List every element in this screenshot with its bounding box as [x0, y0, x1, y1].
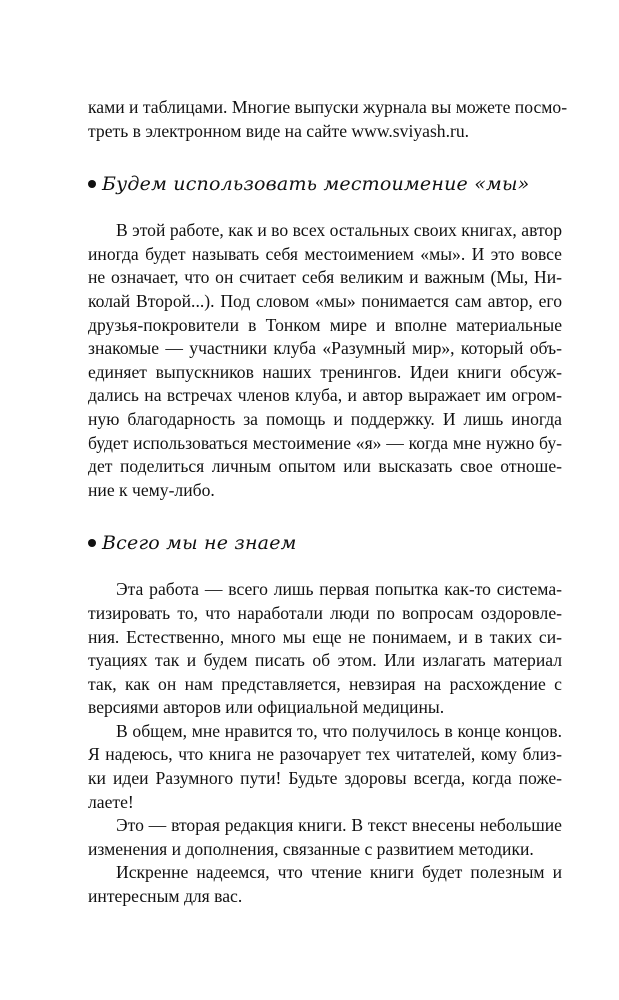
text-line: ние к чему-либо. [88, 479, 215, 500]
text-line: туациях так и будем писать об этом. Или излагать материал [88, 650, 562, 671]
text-line: версиями авторов или официальной медицины. [88, 697, 445, 718]
text-line: так, как он нам представляется, невзирая на расхождение с [88, 673, 562, 694]
text-line: ния. Естественно, много мы еще не понимаем, и в таких си- [88, 626, 562, 647]
text-line: лаете! [88, 791, 134, 812]
text-line: дет поделиться личным опытом или высказать свое отноше- [88, 456, 562, 477]
paragraph [88, 814, 562, 861]
bullet-icon [88, 180, 96, 188]
text-line: треть в электронном виде на сайте www.sviyash.ru. [88, 120, 470, 141]
text-line: друзья-покровители в Тонком мире и вполне материальные [88, 314, 562, 335]
text-line: будет использоваться местоимение «я» — когда мне нужно бу- [88, 432, 562, 453]
text-line: единяет выпускников наших тренингов. Идеи книги обсуж- [88, 361, 562, 382]
section-heading-text: Будем использовать местоимение «мы» [102, 173, 530, 196]
text-line: Эта работа — всего лишь первая попытка как-то система- [116, 579, 562, 600]
book-page [88, 96, 568, 909]
text-line: ками и таблицами. Многие выпуски журнала вы можете посмо- [88, 97, 568, 117]
section-heading-we [88, 167, 562, 201]
text-line: знакомые — участники клуба «Разумный мир», который объ- [88, 338, 562, 359]
text-line: колай Второй...). Под словом «мы» понимается сам автор, его [88, 290, 562, 311]
text-line: В этой работе, как и во всех остальных своих книгах, автор [116, 220, 562, 241]
paragraph [88, 219, 562, 502]
text-line: В общем, мне нравится то, что получилось в конце концов. [116, 720, 562, 741]
text-line: не означает, что он считает себя великим и важным (Мы, Ни- [88, 267, 562, 288]
paragraph [88, 720, 562, 814]
text-line: тизировать то, что наработали люди по вопросам оздоровле- [88, 602, 562, 623]
text-line: дались на встречах членов клуба, и автор выражает им огром- [88, 385, 562, 406]
text-line: Искренне надеемся, что чтение книги будет полезным и [116, 862, 562, 883]
intro-paragraph [88, 96, 568, 143]
text-line: Я надеюсь, что книга не разочарует тех читателей, кому близ- [88, 744, 562, 765]
text-line: ную благодарность за помощь и поддержку. И лишь иногда [88, 408, 562, 429]
paragraph [88, 861, 562, 908]
section-heading-unknown [88, 526, 562, 560]
text-line: ки идеи Разумного пути! Будьте здоровы всегда, когда поже- [88, 768, 562, 789]
text-line: иногда будет называть себя местоимением «мы». И это вовсе [88, 243, 562, 264]
text-line: Это — вторая редакция книги. В текст внесены небольшие [116, 815, 562, 836]
text-line: интересным для вас. [88, 886, 243, 907]
bullet-icon [88, 539, 96, 547]
section-heading-text: Всего мы не знаем [102, 532, 297, 555]
paragraph [88, 578, 562, 720]
text-line: изменения и дополнения, связанные с развитием методики. [88, 838, 534, 859]
